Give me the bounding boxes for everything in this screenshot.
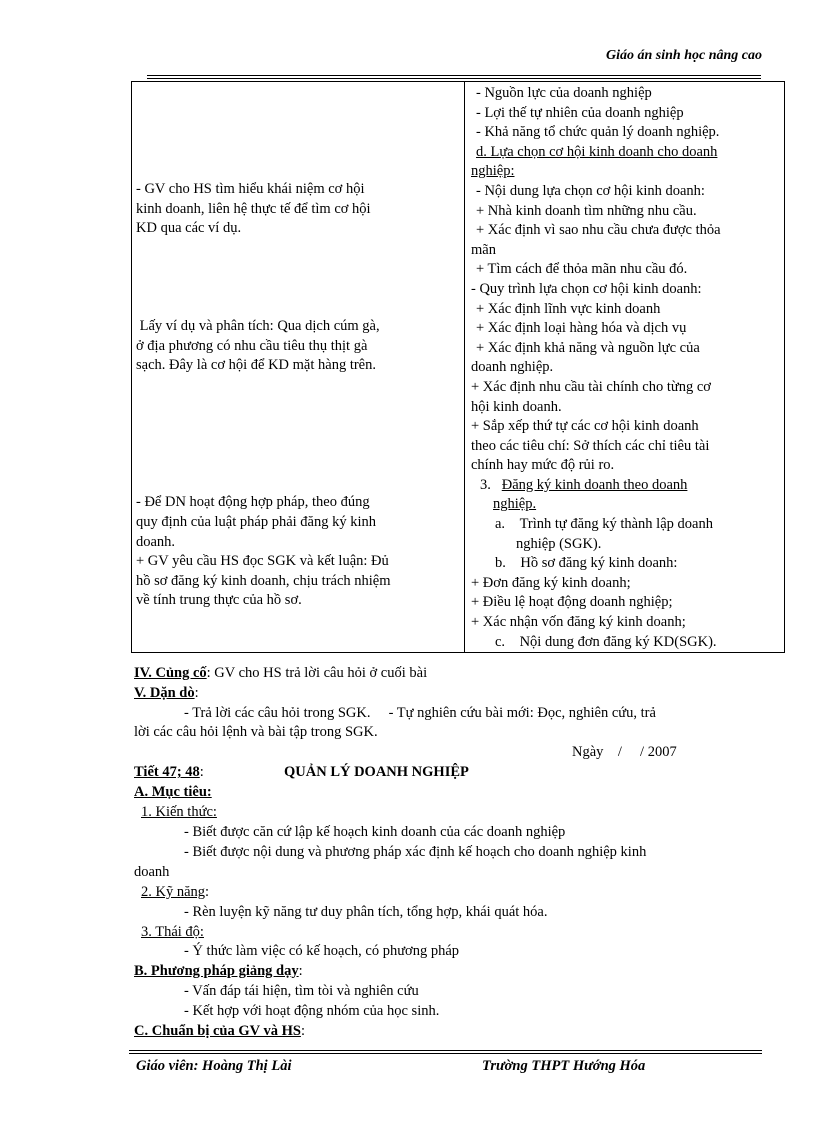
right-line: - Lợi thế tự nhiên của doanh nghiệp bbox=[476, 104, 684, 121]
right-line: + Đơn đăng ký kinh doanh; bbox=[471, 574, 631, 591]
right-line: doanh nghiệp. bbox=[471, 359, 554, 376]
left-block1-line: - GV cho HS tìm hiểu khái niệm cơ hội bbox=[136, 180, 365, 197]
subsection-a2 bbox=[134, 883, 781, 903]
right-line: Hồ sơ đăng ký kinh doanh: bbox=[520, 555, 678, 572]
b-line: - Vấn đáp tái hiện, tìm tòi và nghiên cứu bbox=[184, 983, 419, 999]
item-letter: a. bbox=[495, 516, 506, 533]
lesson-title: QUẢN LÝ DOANH NGHIỆP bbox=[284, 764, 469, 780]
right-line: - Quy trình lựa chọn cơ hội kinh doanh: bbox=[471, 280, 702, 297]
left-block3-line: hồ sơ đăng ký kinh doanh, chịu trách nhiệm bbox=[136, 572, 391, 589]
a2-line: - Rèn luyện kỹ năng tư duy phân tích, tổng hợp, khái quát hóa. bbox=[184, 904, 548, 920]
right-line: + Xác định lĩnh vực kinh doanh bbox=[476, 300, 661, 317]
subsection-a2-label: 2. Kỹ năng bbox=[141, 884, 206, 900]
left-block3-line: về tính trung thực của hồ sơ. bbox=[136, 592, 302, 609]
section-b bbox=[134, 962, 774, 982]
section-iv bbox=[134, 664, 774, 684]
subheading-d: d. Lựa chọn cơ hội kinh doanh cho doanh bbox=[476, 143, 718, 160]
left-block1-line: KD qua các ví dụ. bbox=[136, 220, 242, 237]
colon: : bbox=[205, 884, 210, 900]
section-v-label: V. Dặn dò bbox=[134, 685, 195, 701]
left-block3-line: + GV yêu cầu HS đọc SGK và kết luận: Đủ bbox=[136, 553, 389, 570]
right-line: chính hay mức độ rủi ro. bbox=[471, 457, 615, 474]
right-line: - Nguồn lực của doanh nghiệp bbox=[476, 85, 652, 101]
teacher-activities-cell bbox=[132, 82, 465, 653]
item-letter: c. bbox=[495, 633, 506, 650]
right-line: hội kinh doanh. bbox=[471, 398, 562, 415]
a1-line: doanh bbox=[134, 864, 170, 880]
right-line: theo các tiêu chí: Sở thích các chỉ tiêu tài bbox=[471, 437, 710, 454]
right-line: nghiệp (SGK). bbox=[516, 535, 602, 552]
left-block3-line: doanh. bbox=[136, 533, 176, 550]
right-line: - Nội dung lựa chọn cơ hội kinh doanh: bbox=[476, 182, 705, 199]
left-block2-line: ở địa phương có nhu cầu tiêu thụ thịt gà bbox=[136, 337, 368, 354]
item-letter: b. bbox=[495, 555, 506, 572]
subsection-a1-label: 1. Kiến thức: bbox=[141, 804, 217, 820]
section-iv-text: : GV cho HS trả lời câu hỏi ở cuối bài bbox=[206, 665, 428, 681]
section-c bbox=[134, 1022, 774, 1042]
right-line: + Tìm cách để thỏa mãn nhu cầu đó. bbox=[476, 261, 688, 278]
right-line: - Khả năng tổ chức quản lý doanh nghiệp. bbox=[476, 124, 720, 141]
subsection-a3 bbox=[134, 923, 781, 943]
header-rule bbox=[147, 75, 761, 79]
a1-line: - Biết được căn cứ lập kế hoạch kinh doanh của các doanh nghiệp bbox=[184, 824, 566, 840]
colon: : bbox=[199, 764, 204, 780]
colon: : bbox=[194, 685, 199, 701]
right-line: + Sắp xếp thứ tự các cơ hội kinh doanh bbox=[471, 418, 699, 435]
right-line: + Xác nhận vốn đăng ký kinh doanh; bbox=[471, 614, 686, 631]
right-line: + Điều lệ hoạt động doanh nghiệp; bbox=[471, 594, 673, 611]
footer-teacher: Giáo viên: Hoàng Thị Lài bbox=[136, 1058, 292, 1074]
heading-3-cont: nghiệp. bbox=[493, 496, 537, 513]
right-line: Trình tự đăng ký thành lập doanh bbox=[519, 516, 713, 533]
content-cell bbox=[465, 82, 785, 653]
right-line: + Xác định vì sao nhu cầu chưa được thỏa bbox=[476, 222, 721, 239]
subsection-a1 bbox=[134, 803, 781, 823]
right-line: + Xác định loại hàng hóa và dịch vụ bbox=[476, 320, 687, 337]
right-line: + Xác định khả năng và nguồn lực của bbox=[476, 339, 700, 356]
left-block3-line: - Để DN hoạt động hợp pháp, theo đúng bbox=[136, 494, 370, 511]
footer-rule bbox=[129, 1050, 762, 1054]
left-block1-line: kinh doanh, liên hệ thực tế để tìm cơ hội bbox=[136, 200, 371, 217]
page-header-title: Giáo án sinh học nâng cao bbox=[606, 48, 762, 63]
date-line: Ngày / / 2007 bbox=[572, 744, 677, 760]
section-v-line: - Trả lời các câu hỏi trong SGK. - Tự nghiên cứu bài mới: Đọc, nghiên cứu, trả bbox=[184, 705, 656, 721]
lesson-table bbox=[131, 81, 785, 653]
left-block2-line: Lấy ví dụ và phân tích: Qua dịch cúm gà, bbox=[136, 318, 380, 335]
section-a-label: A. Mục tiêu: bbox=[134, 784, 212, 800]
colon: : bbox=[298, 963, 303, 979]
lesson-number: Tiết 47; 48 bbox=[134, 764, 200, 780]
section-c-label: C. Chuẩn bị của GV và HS bbox=[134, 1023, 301, 1039]
section-v bbox=[134, 684, 774, 704]
colon: : bbox=[300, 1023, 305, 1039]
footer-school: Trường THPT Hướng Hóa bbox=[482, 1058, 646, 1074]
b-line: - Kết hợp với hoạt động nhóm của học sinh. bbox=[184, 1003, 440, 1019]
section-v-line: lời các câu hỏi lệnh và bài tập trong SGK. bbox=[134, 724, 378, 740]
a3-line: - Ý thức làm việc có kế hoạch, có phương pháp bbox=[184, 943, 460, 959]
section-a bbox=[134, 783, 774, 803]
section-b-label: B. Phương pháp giảng dạy bbox=[134, 963, 299, 979]
subheading-d-cont: nghiệp: bbox=[471, 163, 515, 180]
left-block3-line: quy định của luật pháp phải đăng ký kinh bbox=[136, 514, 377, 531]
left-block2-line: sạch. Đây là cơ hội để KD mặt hàng trên. bbox=[136, 357, 376, 374]
right-line: mãn bbox=[471, 241, 496, 258]
a1-line: - Biết được nội dung và phương pháp xác định kế hoạch cho doanh nghiệp kinh bbox=[184, 844, 647, 860]
section-iv-label: IV. Củng cố bbox=[134, 665, 207, 681]
subsection-a3-label: 3. Thái độ: bbox=[141, 924, 204, 940]
item-number: 3. bbox=[480, 476, 491, 493]
right-line: + Nhà kinh doanh tìm những nhu cầu. bbox=[476, 202, 697, 219]
right-line: Nội dung đơn đăng ký KD(SGK). bbox=[519, 633, 717, 650]
heading-3: Đăng ký kinh doanh theo doanh bbox=[501, 476, 688, 493]
lesson-title-line bbox=[134, 763, 774, 783]
right-line: + Xác định nhu cầu tài chính cho từng cơ bbox=[471, 378, 711, 395]
